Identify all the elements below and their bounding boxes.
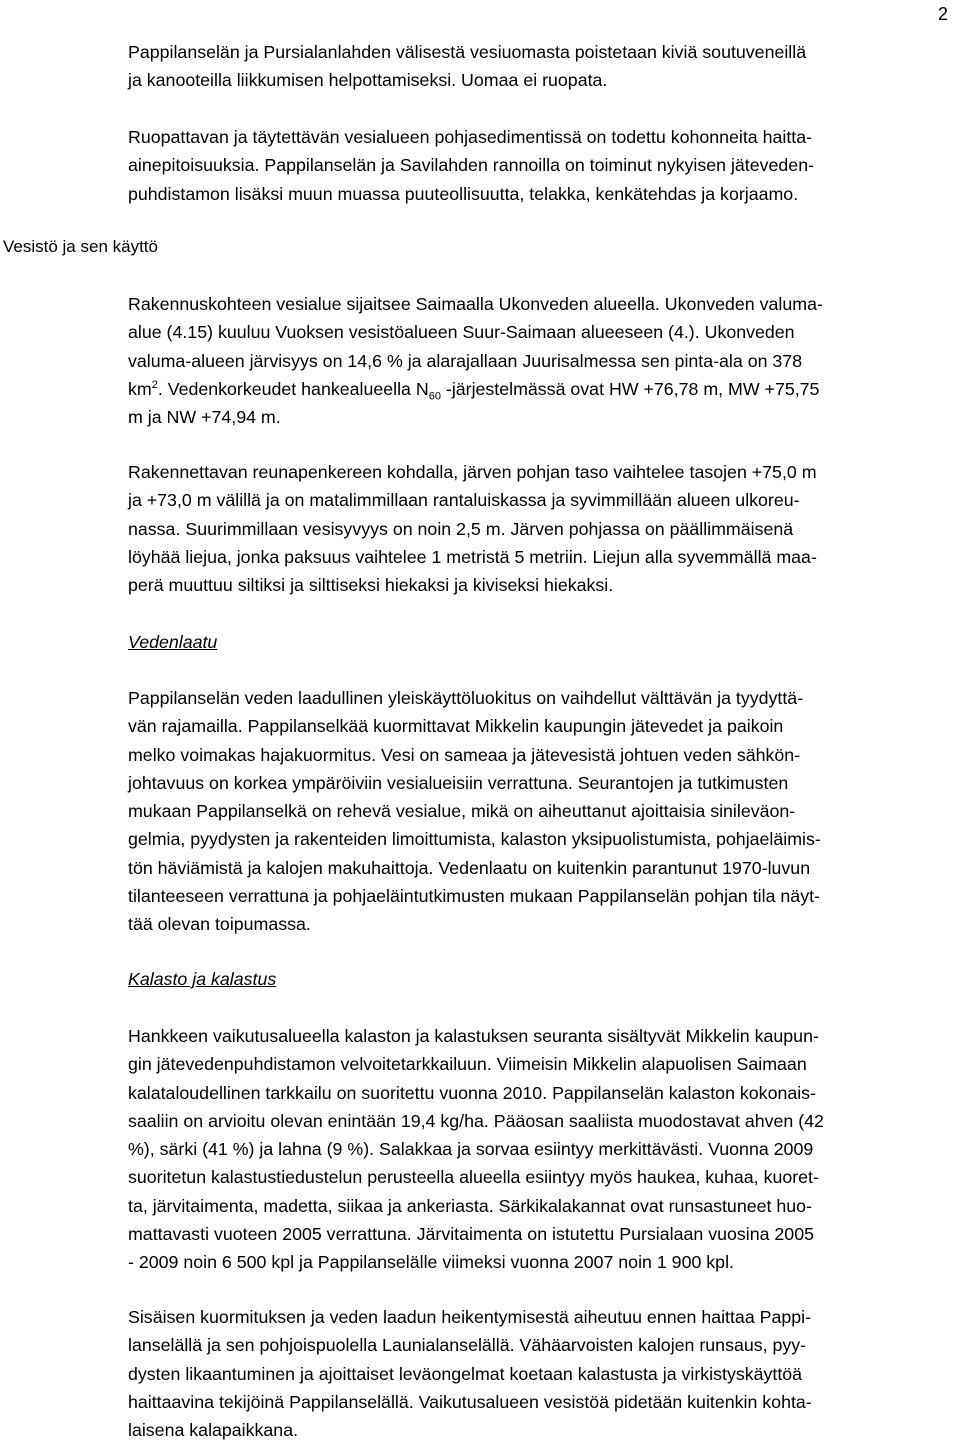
paragraph-text: Ruopattavan ja täytettävän vesialueen pohjasedimentissä on todettu kohonneita haitta- ainepitoisuuksia. Pappilanselän ja Savilahden rannoilla on toiminut nykyisen jäteveden- puhdistamon lisäksi muun muassa puuteollisuutta, telakka, kenkätehdas ja korjaamo.: [128, 127, 815, 204]
paragraph-text: Hankkeen vaikutusalueella kalaston ja kalastuksen seuranta sisältyvät Mikkelin kaupun- gin jätevedenpuhdistamon velvoitetarkkailuun. Viimeisin Mikkelin alapuolisen Saimaan kalataloudellinen tarkkailu on suoritettu vuonna 2010. Pappilanselän kalaston kokonais- saaliin on arvioitu olevan enintään 19,4 kg/ha. Pääosan saaliista muodostavat ahven (42 %), särki (41 %) ja lahna (9 %). Salakkaa ja sorvaa esiintyy merkittävästi. Vuonna 2009 suoritetun kalastustiedustelun perusteella alueella esiintyy myös haukea, kuhaa, kuoret- ta, järvitaimenta, madetta, siikaa ja ankeriasta. Särkikalakannat ovat runsastuneet huo- mattavasti vuoteen 2005 verrattuna. Järvitaimenta on istutettu Pursialaan vuosina 2005 - 2009 noin 6 500 kpl ja Pappilanselälle viimeksi vuonna 2007 noin 1 900 kpl.: [128, 1026, 824, 1273]
page-number: 2: [938, 4, 949, 24]
paragraph-uoma: [128, 38, 960, 95]
paragraph-text: Pappilanselän ja Pursialanlahden välisestä vesiuomasta poistetaan kiviä soutuveneillä ja kanooteilla liikkumisen helpottamiseksi. Uomaa ei ruopata.: [128, 42, 807, 91]
paragraph-text: Sisäisen kuormituksen ja veden laadun heikentymisestä aiheutuu ennen haittaa Pappi- lanselällä ja sen pohjoispuolella Launialanselällä. Vähäarvoisten kalojen runsaus, pyy- dysten likaantuminen ja ajoittaiset leväongelmat koetaan kalastusta ja virkistyskäyttöä haittaavina tekijöinä Pappilanselällä. Vaikutusalueen vesistöä pidetään kuitenkin kohta- laisena kalapaikkana.: [128, 1307, 812, 1441]
subheading-vedenlaatu-wrap: [128, 628, 960, 656]
paragraph-reunapenger: [128, 458, 960, 599]
paragraph-text: Pappilanselän veden laadullinen yleiskäyttöluokitus on vaihdellut välttävän ja tyydyttä- vän rajamailla. Pappilanselkää kuormittavat Mikkelin kaupungin jätevedet ja paikoin melko voimakas hajakuormitus. Vesi on sameaa ja jätevesistä johtuen veden sähkön- johtavuus on korkea ympäröiviin vesialueisiin verrattuna. Seurantojen ja tutkimusten mukaan Pappilanselkä on rehevä vesialue, mikä on aiheuttanut ajoittaisia sinileväon- gelmia, pyydysten ja rakenteiden limoittumista, kalaston yksipuolistumista, pohjaeläimis- tön häviämistä ja kalojen makuhaittoja. Vedenlaatu on kuitenkin parantunut 1970-luvun tilanteeseen verrattuna ja pohjaeläintutkimusten mukaan Pappilanselän pohjan tila näyt- tää olevan toipumassa.: [128, 688, 821, 935]
paragraph-text-part: -järjestelmässä ovat HW +76,78 m, MW +75,75 m ja NW +74,94 m.: [128, 378, 820, 428]
paragraph-text: Rakennettavan reunapenkereen kohdalla, järven pohjan taso vaihtelee tasojen +75,0 m ja +73,0 m välillä ja on matalimmillaan rantaluiskassa ja syvimmillään alueen ulkoreu- nassa. Suurimmillaan vesisyvyys on noin 2,5 m. Järven pohjassa on päällimmäisenä löyhää liejua, jonka paksuus vaihtelee 1 metristä 5 metriin. Liejun alla syvemmällä maa- perä muuttuu siltiksi ja silttiseksi hiekaksi ja kiviseksi hiekaksi.: [128, 462, 817, 596]
subheading-kalasto: Kalasto ja kalastus: [128, 969, 277, 989]
paragraph-kalasto: [128, 1022, 960, 1277]
paragraph-text: [128, 290, 960, 431]
superscript: 2: [151, 378, 158, 391]
subheading-vedenlaatu: Vedenlaatu: [128, 632, 218, 652]
paragraph-valuma-alue: [128, 290, 960, 431]
paragraph-text-part: . Vedenkorkeudet hankealueella N: [157, 378, 429, 399]
paragraph-kuormitus: [128, 1303, 960, 1444]
paragraph-vedenlaatu: [128, 684, 960, 939]
subscript: 60: [428, 390, 441, 403]
subheading-kalasto-wrap: [128, 965, 960, 993]
paragraph-sedimentti: [128, 123, 960, 208]
paragraph-text-part: Rakennuskohteen vesialue sijaitsee Saimaalla Ukonveden alueella. Ukonveden valuma- alue (4.15) kuuluu Vuoksen vesistöalueen Suur-Saimaan alueeseen (4.). Ukonveden valuma-alueen järvisyys on 14,6 % ja alarajallaan Juurisalmessa sen pinta-ala on 378 km: [128, 294, 823, 399]
section-heading-vesisto: Vesistö ja sen käyttö: [3, 237, 158, 256]
